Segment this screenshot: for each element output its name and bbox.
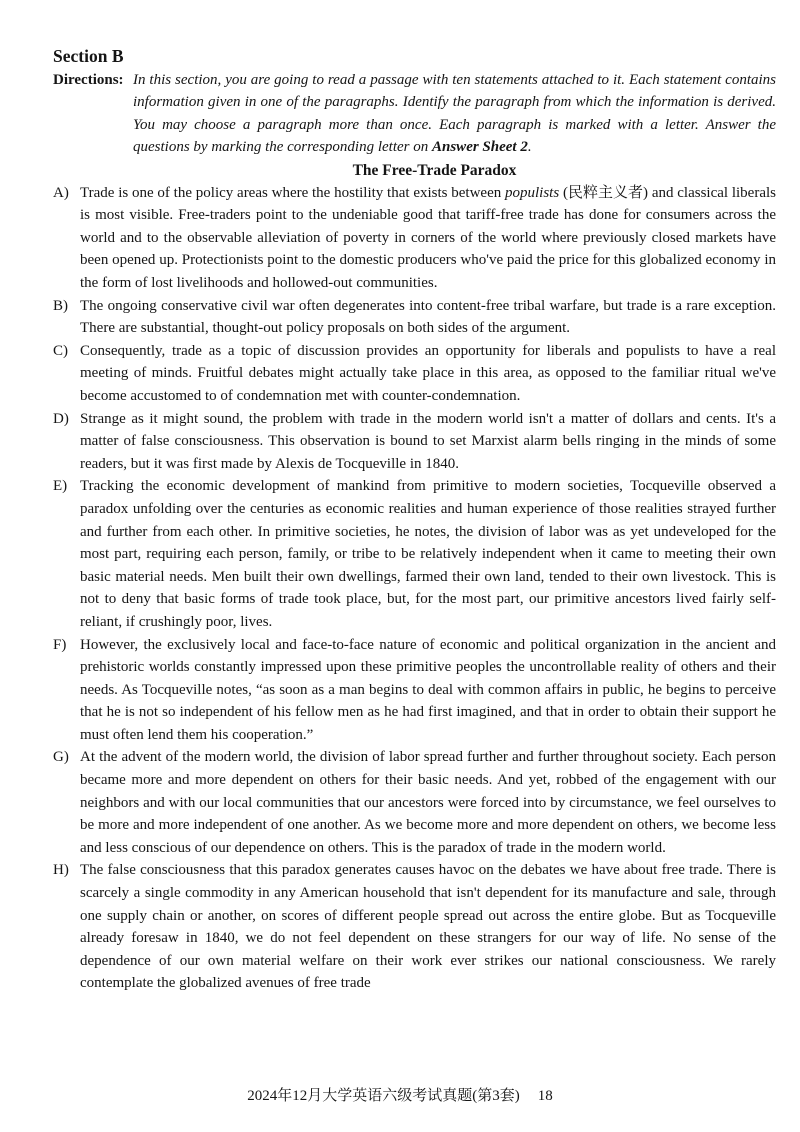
page-number: 18 — [537, 1088, 553, 1104]
paragraph-text: Tracking the economic development of mankind from primitive to modern societies, Tocqueville observed a paradox unfolding over the centuries as economic realities and human experience of those realities strayed further and further from each other. In primitive societies, he notes, the division of labor was as yet undeveloped for the most part, requiring each person, family, or tribe to be relatively independent when it came to meeting their own basic material needs. Men built their own dwellings, farmed their own land, tended to their own livestock. This is not to deny that basic forms of trade took place, but, for the most part, our primitive ancestors lived fairly self-reliant, if crushingly poor, lives. — [80, 478, 776, 630]
paragraph-b — [53, 295, 776, 340]
paragraph-label: B) — [53, 297, 68, 314]
paragraph-text-start: Trade is one of the policy areas where the hostility that exists between — [80, 184, 505, 201]
paragraph-text: However, the exclusively local and face-to-face nature of economic and political organization in the ancient and prehistoric worlds constantly impressed upon these primitive peoples the uncontrollable reality of others and their needs. As Tocqueville notes, “as soon as a man begins to deal with common affairs in public, he begins to perceive that he is not so independent of his fellow men as he had first imagined, and that in order to obtain their support he must often lend them his cooperation.” — [80, 636, 776, 743]
section-heading: Section B — [53, 46, 124, 66]
paragraph-text: Strange as it might sound, the problem with trade in the modern world isn't a matter of dollars and cents. It's a matter of false consciousness. This observation is bound to set Marxist alarm bells ringing in the minds of some readers, but it was first made by Alexis de Tocqueville in 1840. — [80, 410, 776, 472]
paragraph-text: Consequently, trade as a topic of discussion provides an opportunity for liberals and populists to have a real meeting of minds. Fruitful debates might actually take place in this area, as opposed to the familiar ritual we've become accustomed to of condemnation met with counter-condemnation. — [80, 342, 776, 404]
paragraph-label: E) — [53, 478, 68, 495]
page-footer — [0, 1085, 800, 1107]
paragraph-e — [53, 475, 776, 633]
paragraph-text-rest: and classical liberals is most visible. Free-traders point to the undeniable good that tariff-free trade has done for consumers across the world and to the observable alleviation of poverty in corners of the world where previously closed markets have been opened up. Protectionists point to the domestic producers who've paid the price for this globalized economy in the form of lost livelihoods and hollowed-out communities. — [80, 184, 776, 291]
italic-term: populists — [505, 184, 560, 201]
paragraph-c — [53, 340, 776, 408]
exam-page — [53, 44, 776, 995]
paragraph-text — [80, 182, 776, 295]
paragraph-label: D) — [53, 410, 69, 427]
directions-text — [133, 69, 776, 159]
directions-label: Directions: — [53, 72, 124, 88]
paragraph-text: The false consciousness that this paradox generates causes havoc on the debates we have about free trade. There is scarcely a single commodity in any American household that isn't dependent for its manufacture and sale, through one supply chain or another, on scores of different people spread out across the entire globe. But as Tocqueville already foresaw in 1840, we do not feel dependent on these strangers for our way of life. No sense of the dependence of our own material welfare on their work ever strikes our national consciousness. We rarely contemplate the globalized avenues of free trade — [80, 862, 776, 992]
paragraph-text: The ongoing conservative civil war often degenerates into content-free tribal warfare, but trade is a rare exception. There are substantial, thought-out policy proposals on both sides of the argument. — [80, 297, 776, 337]
directions-body: In this section, you are going to read a passage with ten statements attached to it. Each statement contains information given in one of the paragraphs. Identify the paragraph from which the information is derived. You may choose a paragraph more than once. Each paragraph is marked with a letter. Answer the questions by marking the corresponding letter on — [133, 72, 776, 156]
directions-end: . — [527, 139, 532, 156]
paragraph-label: H) — [53, 862, 69, 879]
paragraph-g — [53, 746, 776, 859]
paragraph-h — [53, 859, 776, 995]
paragraph-text: At the advent of the modern world, the division of labor spread further and further throughout society. Each person became more and more dependent on others for their basic needs. And yet, robbed of the engagement with our neighbors and with our local communities that our ancestors were forced into by circumstance, we feel ourselves to be more and more independent of one another. As we become more and more dependent on others, we become less and less conscious of our dependence on others. This is the paradox of trade in the modern world. — [80, 749, 776, 856]
paragraph-label: C) — [53, 342, 68, 359]
directions — [53, 69, 776, 159]
paragraph-f — [53, 634, 776, 747]
footer-title: 2024年12月大学英语六级考试真题(第3套) — [247, 1088, 520, 1104]
passage-title: The Free-Trade Paradox — [352, 161, 517, 179]
chinese-gloss: (民粹主义者) — [559, 184, 652, 201]
paragraph-d — [53, 408, 776, 476]
answer-sheet-reference: Answer Sheet 2 — [432, 139, 528, 156]
paragraph-label: A) — [53, 184, 69, 201]
paragraph-a — [53, 182, 776, 295]
paragraph-label: F) — [53, 636, 67, 653]
paragraph-label: G) — [53, 749, 69, 766]
